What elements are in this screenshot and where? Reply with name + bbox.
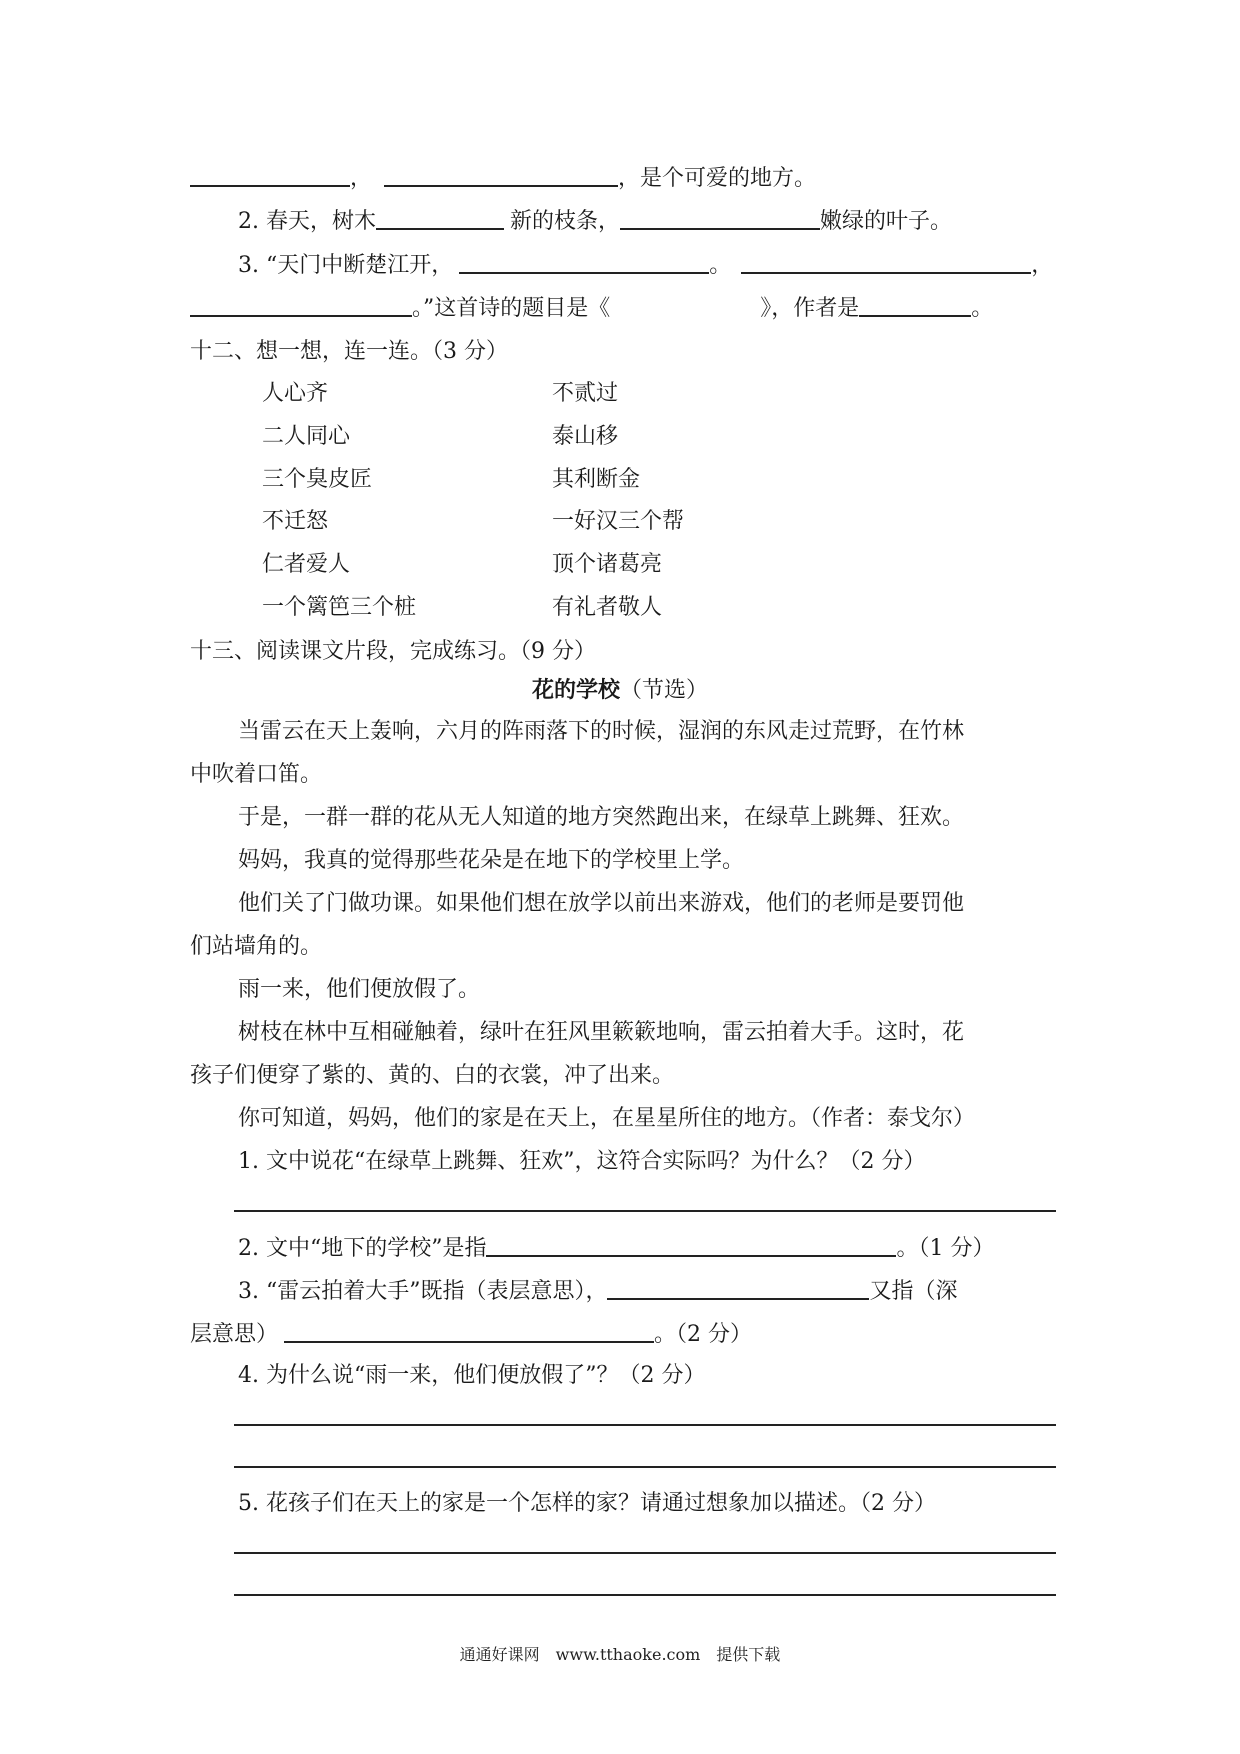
match-left-item[interactable]: 仁者爱人 — [262, 552, 351, 577]
passage-paragraph: 雨一来，他们便放假了。 — [238, 977, 481, 1002]
text: 2. 春天，树木 — [238, 209, 376, 234]
answer-blank[interactable] — [376, 198, 504, 230]
fill-line-2 — [238, 198, 1108, 242]
text: 嫩绿的叶子。 — [820, 209, 953, 234]
text: 。”这首诗的题目是《 — [412, 296, 611, 321]
match-right-item[interactable]: 泰山移 — [552, 424, 619, 449]
passage-paragraph: 于是，一群一群的花从无人知道的地方突然跑出来，在绿草上跳舞、狂欢。 — [238, 805, 965, 830]
question-1: 1. 文中说花“在绿草上跳舞、狂欢”，这符合实际吗？为什么？（2 分） — [238, 1149, 926, 1174]
match-left-item[interactable]: 二人同心 — [262, 424, 351, 449]
passage-title-note: （节选） — [620, 678, 709, 703]
passage-paragraph: 当雷云在天上轰响，六月的阵雨落下的时候，湿润的东风走过荒野，在竹林 — [238, 719, 965, 744]
passage-paragraph: 妈妈，我真的觉得那些花朵是在地下的学校里上学。 — [238, 848, 745, 873]
question-2 — [238, 1225, 1108, 1269]
match-right-item[interactable]: 顶个诸葛亮 — [552, 552, 663, 577]
text: 层意思） — [190, 1322, 279, 1347]
question-5: 5. 花孩子们在天上的家是一个怎样的家？请通过想象加以描述。（2 分） — [238, 1491, 936, 1516]
match-right-item[interactable]: 不贰过 — [552, 381, 619, 406]
passage-paragraph: 中吹着口笛。 — [190, 762, 323, 787]
page-footer: 通通好课网 www.tthaoke.com 提供下载 — [459, 1645, 781, 1664]
match-left-item[interactable]: 三个臭皮匠 — [262, 467, 373, 492]
answer-blank[interactable] — [459, 242, 709, 274]
answer-line[interactable] — [234, 1594, 1056, 1596]
section-13-heading: 十三、阅读课文片段，完成练习。（9 分） — [190, 639, 596, 664]
passage-title-text: 花的学校 — [531, 677, 620, 703]
passage-title — [0, 668, 1240, 713]
passage-paragraph: 他们关了门做功课。如果他们想在放学以前出来游戏，他们的老师是要罚他 — [238, 891, 965, 916]
answer-blank[interactable] — [607, 1268, 869, 1300]
answer-blank[interactable] — [384, 155, 618, 187]
text: 。 — [709, 253, 732, 278]
question-3 — [238, 1268, 1108, 1312]
answer-blank[interactable] — [741, 242, 1031, 274]
match-right-item[interactable]: 其利断金 — [552, 467, 641, 492]
text: ， — [1031, 253, 1054, 278]
answer-line[interactable] — [234, 1466, 1056, 1468]
section-12-heading: 十二、想一想，连一连。（3 分） — [190, 339, 508, 364]
answer-blank[interactable] — [190, 155, 350, 187]
passage-paragraph: 们站墙角的。 — [190, 934, 323, 959]
text: 新的枝条， — [509, 209, 620, 234]
match-left-item[interactable]: 一个篱笆三个桩 — [262, 595, 417, 620]
match-right-item[interactable]: 一好汉三个帮 — [552, 509, 685, 534]
match-left-item[interactable]: 人心齐 — [262, 381, 329, 406]
text: 。（1 分） — [896, 1236, 995, 1261]
answer-blank[interactable] — [859, 285, 971, 317]
passage-paragraph: 孩子们便穿了紫的、黄的、白的衣裳，冲了出来。 — [190, 1063, 675, 1088]
match-right-item[interactable]: 有礼者敬人 — [552, 595, 663, 620]
text: 》，作者是 — [760, 296, 860, 321]
text: ， — [350, 166, 373, 191]
text: 2. 文中“地下的学校”是指 — [238, 1236, 487, 1261]
answer-blank[interactable] — [620, 198, 820, 230]
text: 。（2 分） — [654, 1322, 753, 1347]
answer-line[interactable] — [234, 1424, 1056, 1426]
answer-blank[interactable] — [284, 1311, 654, 1343]
answer-blank[interactable] — [486, 1225, 896, 1257]
text: ，是个可爱的地方。 — [618, 166, 817, 191]
question-4: 4. 为什么说“雨一来，他们便放假了”？（2 分） — [238, 1363, 706, 1388]
fill-line-4 — [190, 285, 1060, 329]
passage-paragraph: 树枝在林中互相碰触着，绿叶在狂风里簌簌地响，雷云拍着大手。这时，花 — [238, 1020, 965, 1045]
answer-line[interactable] — [234, 1210, 1056, 1212]
text: 又指（深 — [869, 1279, 958, 1304]
passage-paragraph: 你可知道，妈妈，他们的家是在天上，在星星所住的地方。（作者：泰戈尔） — [238, 1106, 976, 1131]
text: 3. “天门中断楚江开， — [238, 253, 454, 278]
text: 3. “雷云拍着大手”既指（表层意思）， — [238, 1279, 608, 1304]
answer-blank[interactable] — [190, 285, 412, 317]
question-3-continued — [190, 1311, 1060, 1355]
text: 。 — [971, 296, 994, 321]
match-left-item[interactable]: 不迁怒 — [262, 509, 329, 534]
answer-line[interactable] — [234, 1552, 1056, 1554]
fill-line-1 — [190, 155, 1060, 199]
fill-line-3 — [238, 242, 1108, 286]
